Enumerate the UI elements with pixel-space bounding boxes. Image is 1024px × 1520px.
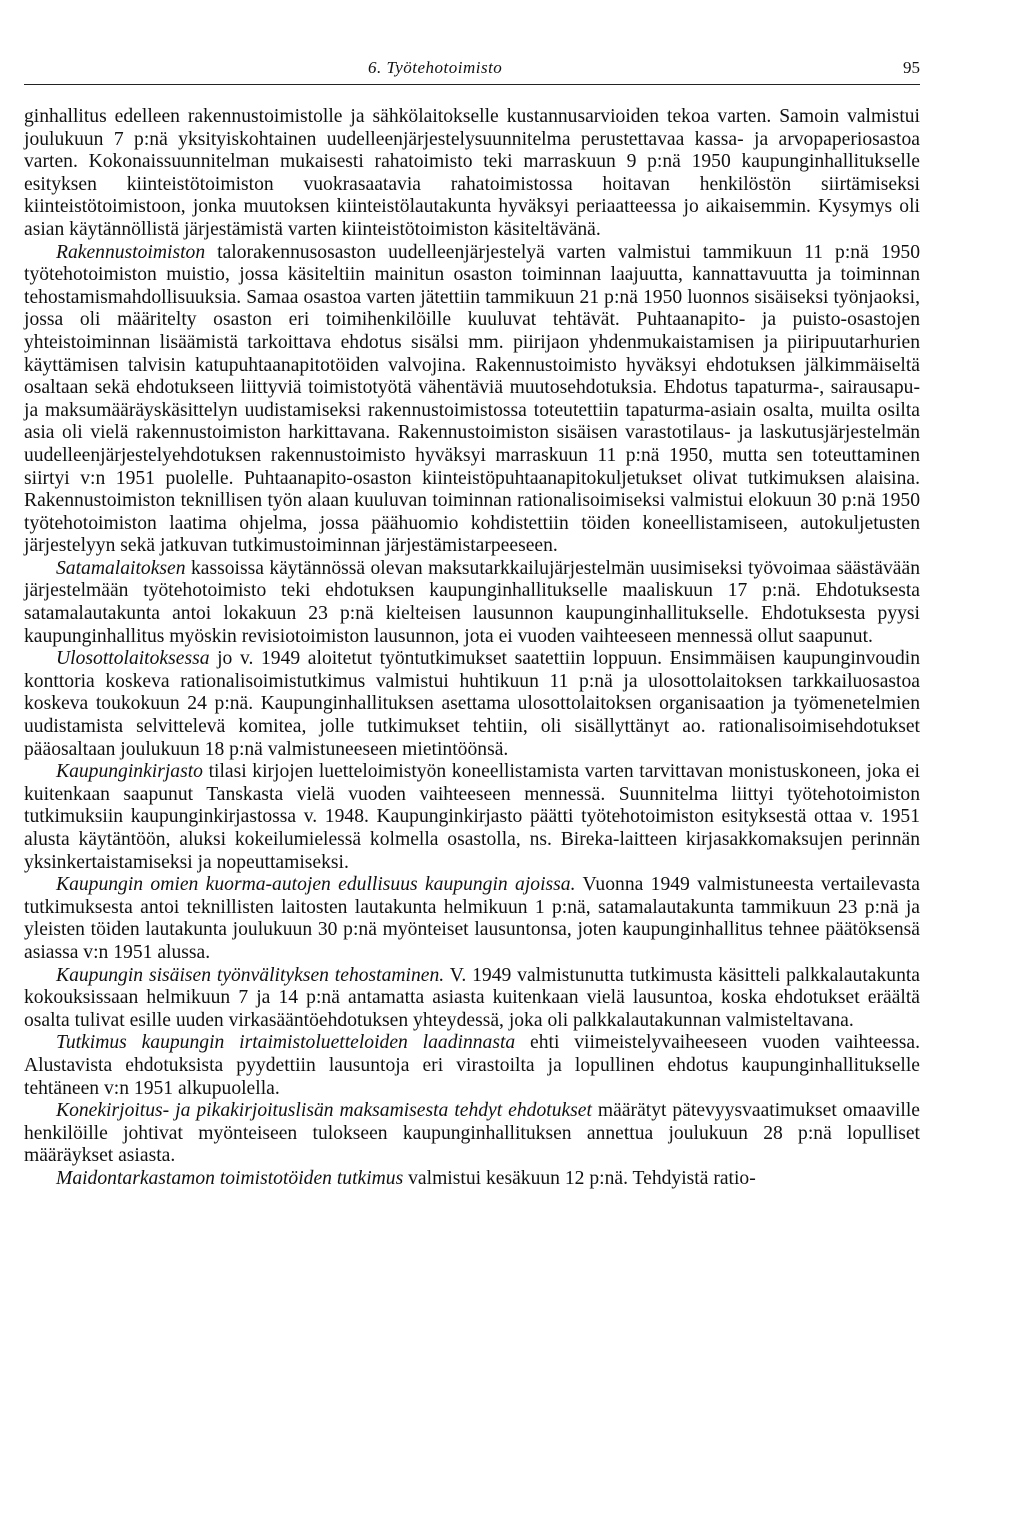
paragraph-lead: Kaupungin sisäisen työnvälityksen tehostaminen.	[56, 964, 445, 986]
paragraph-text: talorakennusosaston uudelleenjärjestelyä varten valmistui tammikuun 11 p:nä 1950 työtehotoimiston muistio, jossa käsiteltiin mainitun osaston toiminnan laajuutta, kannattavuutta ja toiminnan tehostamismahdollisuuksia. Samaa osastoa varten jätettiin tammikuun 21 p:nä 1950 luonnos sisäiseksi työnjaoksi, jossa oli määritelty osaston eri toimihenkilöille kuuluvat tehtävät. Puhtaanapito- ja puisto-osastojen yhteistoiminnan lisäämistä tarkoittava ehdotus sisälsi mm. piirijaon yhdenmukaistamisen ja piiripuutarhurien käyttämisen talvisin katupuhtaanapitotöiden valvojina. Rakennustoimisto hyväksyi ehdotuksen jälkimmäiseltä osaltaan sekä ehdotukseen liittyviä toimistotyötä vähentäviä muutosehdotuksia. Ehdotus tapaturma-, sairausapu- ja maksumääräyskäsittelyn uudistamiseksi rakennustoimistossa toteutettiin tapaturma-asiain osalta, muilta osilta asia oli vielä rakennustoimiston harkittavana. Rakennustoimiston sisäisen varastotilaus- ja laskutusjärjestelmän uudelleenjärjestelyehdotuksen rakennustoimisto hyväksyi marraskuun 11 p:nä 1950, mutta sen toteuttaminen siirtyi v:n 1951 puolelle. Puhtaanapito-osaston kiinteistöpuhtaanapitokuljetukset olivat tutkimuksen alaisina. Rakennustoimiston teknillisen työn alaan kuuluvan toiminnan rationalisoimiseksi valmistui elokuun 30 p:nä 1950 työtehotoimiston laatima ohjelma, jossa päähuomio kohdistettiin töiden koneellistamiseen, autokuljetusten järjestelyyn sekä jatkuvan tutkimustoiminnan järjestämistarpeeseen.	[24, 241, 920, 557]
paragraph	[24, 1168, 920, 1191]
paragraph-text: ehti viimeistelyvaiheeseen vuoden vaihteessa. Alustavista ehdotuksista pyydettiin lausuntoja eri virastoilta ja lopullinen ehdotus kaupunginhallitukselle tehtäneen v:n 1951 alkupuolella.	[24, 1032, 920, 1099]
header-rule	[24, 84, 920, 85]
paragraph	[24, 558, 920, 648]
paragraph-text: ginhallitus edelleen rakennustoimistolle ja sähkölaitokselle kustannusarvioiden tekoa varten. Samoin valmistui joulukuun 7 p:nä yksityiskohtainen uudelleenjärjestelysuunnitelma perustettavaa kassa- ja arvopaperiosastoa varten. Kokonaissuunnitelman mukaisesti rahatoimisto teki marraskuun 9 p:nä 1950 kaupunginhallitukselle esityksen kiinteistötoimiston vuokrasaatavia rahatoimistossa hoitavan henkilöstön siirtämiseksi kiinteistötoimistoon, jonka muutoksen kiinteistölautakunta hyväksyi periaatteessa jo aikaisemmin. Kysymys oli asian käytännöllistä järjestämistä varten kiinteistötoimiston käsiteltävänä.	[24, 106, 920, 240]
chapter-title: 6. Työtehotoimisto	[368, 58, 503, 77]
body-text	[24, 106, 920, 1191]
running-header	[24, 58, 920, 86]
paragraph	[24, 106, 920, 242]
paragraph-lead: Konekirjoitus- ja pikakirjoituslisän maksamisesta tehdyt ehdotukset	[56, 1100, 592, 1122]
paragraph-lead: Kaupungin omien kuorma-autojen edullisuus kaupungin ajoissa.	[56, 874, 576, 896]
paragraph-lead: Rakennustoimiston	[56, 241, 206, 263]
paragraph-text: tilasi kirjojen luetteloimistyön koneellistamista varten tarvittavan monistuskoneen, joka ei kuitenkaan saapunut Tanskasta vielä vuoden vaihteeseen mennessä. Suunnitelma liittyi työtehotoimiston tutkimuksiin kaupunginkirjastossa v. 1948. Kaupunginkirjasto päätti työtehotoimiston esityksestä ottaa v. 1951 alusta käytäntöön, aluksi kokeilumielessä kolmella osastolla, ns. Bireka-laitteen kirjasakkomaksujen perinnän yksinkertaistamiseksi ja nopeuttamiseksi.	[24, 761, 920, 873]
paragraph	[24, 761, 920, 874]
paragraph-text: V. 1949 valmistunutta tutkimusta käsitteli palkkalautakunta kokouksissaan helmikuun 7 ja 14 p:nä antamatta asiasta kuitenkaan vielä lausuntoa, koska ehdotukset eräältä osalta tulivat esille uuden virkasääntöehdotuksen yhteydessä, joka oli palkkalautakunnan valmisteltavana.	[24, 964, 921, 1031]
page-number: 95	[903, 58, 920, 77]
paragraph-lead: Satamalaitoksen	[56, 557, 186, 579]
paragraph-text: Vuonna 1949 valmistuneesta vertailevasta tutkimuksesta antoi teknillisten laitosten lautakunta helmikuun 1 p:nä, satamalautakunta tammikuun 23 p:nä ja yleisten töiden lautakunta joulukuun 30 p:nä myönteiset lausuntonsa, joten kaupunginhallitus tehnee päätöksensä asiassa v:n 1951 alussa.	[24, 874, 920, 963]
paragraph-lead: Ulosottolaitoksessa	[56, 648, 210, 670]
paragraph	[24, 965, 920, 1033]
paragraph-text: jo v. 1949 aloitetut työntutkimukset saatettiin loppuun. Ensimmäisen kaupunginvoudin konttoria koskeva rationalisoimistutkimus valmistui huhtikuun 11 p:nä ja ulosottolaitoksen tarkkailuosastoa koskeva toukokuun 24 p:nä. Kaupunginhallituksen asettama ulosottolaitoksen organisaation ja työmenetelmien uudistamista selvittelevä komitea, jolle tutkimukset tehtiin, oli sisällyttänyt ao. rationalisoimisehdotukset pääosaltaan joulukuun 18 p:nä valmistuneeseen mietintöönsä.	[24, 648, 920, 760]
paragraph-text: valmistui kesäkuun 12 p:nä. Tehdyistä ratio-	[403, 1167, 756, 1189]
paragraph-text: kassoissa käytännössä olevan maksutarkkailujärjestelmän uusimiseksi työvoimaa säästävään järjestelmään työtehotoimisto teki ehdotuksen kaupunginhallitukselle maaliskuun 17 p:nä. Ehdotuksesta satamalautakunta antoi lokakuun 23 p:nä kielteisen lausunnon kaupunginhallitukselle. Ehdotuksesta pyysi kaupunginhallitus myöskin revisiotoimiston lausunnon, jota ei vuoden vaihteeseen mennessä ollut saapunut.	[24, 557, 920, 647]
paragraph-text: määrätyt pätevyysvaatimukset omaaville henkilöille johtivat myönteiseen tulokseen kaupunginhallituksen annettua joulukuun 28 p:nä lopulliset määräykset asiasta.	[24, 1100, 920, 1167]
paragraph-lead: Tutkimus kaupungin irtaimistoluetteloiden laadinnasta	[56, 1032, 516, 1054]
paragraph	[24, 242, 920, 558]
paragraph	[24, 874, 920, 964]
paragraph	[24, 648, 920, 761]
paragraph	[24, 1100, 920, 1168]
paragraph-lead: Maidontarkastamon toimistotöiden tutkimus	[56, 1167, 404, 1189]
paragraph-lead: Kaupunginkirjasto	[56, 761, 203, 783]
paragraph	[24, 1032, 920, 1100]
